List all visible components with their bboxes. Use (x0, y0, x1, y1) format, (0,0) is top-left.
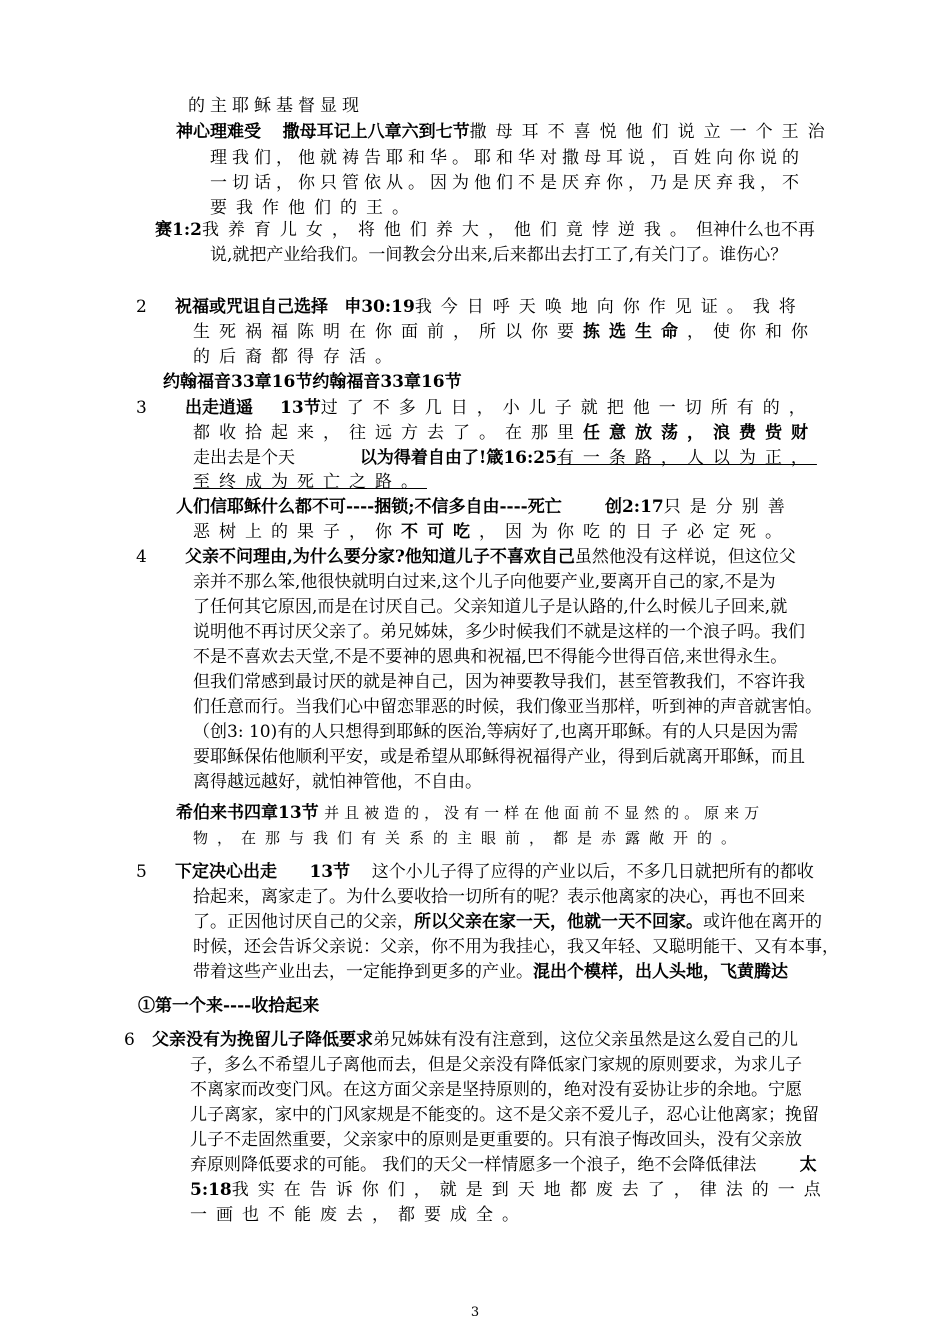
section-number: 5 (136, 862, 147, 882)
scripture-reference: 创2:17 (604, 497, 664, 517)
paragraph-line (190, 1153, 880, 1178)
paragraph-line: 的后裔都得存活。 (193, 347, 401, 367)
paragraph-text: 弃原则降低要求的可能。 我们的天父一样情愿多一个浪子，绝不会降低律法 (190, 1155, 757, 1175)
paragraph-line: 说,就把产业给我们。一间教会分出来,后来都出去打工了,有关门了。谁伤心？ (210, 245, 788, 265)
paragraph-line: 不离家而改变门风。在这方面父亲是坚持原则的，绝对没有妥协让步的余地。宁愿 (190, 1080, 802, 1100)
paragraph-text: 我今日呼天唤地向你作见证。我将 (414, 297, 805, 317)
paragraph-line (176, 495, 886, 520)
subheading: ①第一个来----收拾起来 (138, 996, 320, 1016)
paragraph-line: 儿子离家，家中的门风家规是不能变的。这不是父亲不爱儿子，忍心让他离家；挽留 (190, 1105, 819, 1125)
paragraph-line: 说明他不再讨厌父亲了。弟兄姊妹，多少时候我们不就是这样的一个浪子吗。我们 (193, 622, 805, 642)
scripture-reference: 约翰福音33章16节约翰福音33章16节 (163, 372, 462, 392)
paragraph-text: 我实在告诉你们，就是到天地都废去了，律法的一点 (231, 1180, 830, 1200)
paragraph-line: 时候，还会告诉父亲说：父亲，你不用为我挂心，我又年轻、又聪明能干、又有本事， (193, 937, 839, 957)
paragraph-text: 都收拾起来，往远方去了。在那里 (193, 423, 583, 443)
paragraph-line: 拾起来，离家走了。为什么要收拾一切所有的呢？表示他离家的决心，再也不回来 (193, 887, 805, 907)
paragraph-text: 走出去是个天 (193, 448, 295, 468)
emphasis-text: 以为得着自由了!箴16:25 (359, 448, 557, 468)
paragraph-line: 一切话，你只管依从。因为他们不是厌弃你，乃是厌弃我，不 (210, 173, 804, 193)
paragraph-heading (175, 295, 875, 320)
paragraph-line: 但我们常感到最讨厌的就是神自己，因为神要教导我们，甚至管教我们，不容许我 (193, 672, 805, 692)
paragraph-line: 们任意而行。当我们心中留恋罪恶的时候，我们像亚当那样，听到神的声音就害怕。 (193, 697, 822, 717)
scripture-reference: 赛1:2 (155, 220, 202, 240)
paragraph-text: 只是分别善 (663, 497, 794, 517)
section-heading: 祝福或咒诅自己选择 (175, 297, 328, 317)
emphasis-text: 不可吃 (401, 522, 479, 542)
section-heading: 父亲不问理由,为什么要分家?他知道儿子不喜欢自己 (185, 547, 575, 567)
paragraph-heading (175, 860, 875, 885)
paragraph-heading (185, 396, 885, 421)
paragraph-line: 的主耶稣基督显现 (188, 96, 364, 116)
section-number: 4 (136, 547, 147, 567)
paragraph-line (193, 421, 817, 446)
scripture-reference: 撒母耳记上八章六到七节 (282, 122, 470, 142)
paragraph-line: 一画也不能废去，都要成全。 (190, 1205, 528, 1225)
paragraph-text: 恶树上的果子，你 (193, 522, 401, 542)
paragraph-line: 要耶稣保佑他顺利平安，或是希望从耶稣得祝福得产业，得到后就离开耶稣，而且 (193, 747, 805, 767)
paragraph-line (193, 320, 817, 345)
paragraph-line (193, 446, 873, 471)
paragraph-line (193, 960, 788, 985)
scripture-reference: 13节 (280, 398, 321, 418)
paragraph-line: 物，在那与我们有关系的主眼前，都是赤露敞开的。 (193, 829, 746, 847)
page-number: 3 (470, 1305, 480, 1320)
underlined-text: 至终成为死亡之路。 (193, 472, 427, 492)
paragraph-line: 离得越远越好，就怕神管他，不自由。 (193, 772, 482, 792)
paragraph-heading (185, 545, 885, 570)
paragraph-text: 但神什么也不再 (695, 220, 815, 240)
paragraph-text: ，使你和你 (687, 322, 817, 342)
paragraph-line (193, 910, 822, 935)
section-number: 2 (136, 297, 147, 317)
paragraph-line: 不是不喜欢去天堂,不是不要神的恩典和祝福,巴不得能今世得百倍,来世得永生。 (193, 647, 788, 667)
paragraph-text: 虽然他没有这样说，但这位父 (574, 547, 796, 567)
paragraph-line (155, 218, 875, 243)
paragraph-line: 儿子不走固然重要，父亲家中的原则是更重要的。只有浪子悔改回头，没有父亲放 (190, 1130, 802, 1150)
paragraph-line: （创3: 10)有的人只想得到耶稣的医治,等病好了,也离开耶稣。有的人只是因为需 (193, 722, 799, 742)
paragraph-text: 我养育儿女，将他们养大，他们竟悖逆我。 (201, 220, 696, 240)
paragraph-line: 亲并不那么笨,他很快就明白过来,这个儿子向他要产业,要离开自己的家,不是为 (193, 572, 776, 592)
paragraph-text: 过了不多几日，小儿子就把他一切所有的， (320, 398, 815, 418)
paragraph-text: 并且被造的，没有一样在他面前不显然的。原来万 (324, 804, 765, 822)
paragraph-text: 撒母耳不喜悦他们说立一个王治 (469, 122, 834, 142)
paragraph-line: 要我作他们的王。 (210, 198, 418, 218)
section-heading: 出走逍遥 (185, 398, 253, 418)
emphasis-text: 拣选生命 (583, 322, 687, 342)
emphasis-text: 任意放荡，浪费赀财 (583, 423, 817, 443)
emphasis-text: 所以父亲在家一天，他就一天不回家。 (414, 912, 703, 932)
paragraph-text: 了。正因他讨厌自己的父亲， (193, 912, 414, 932)
scripture-reference: 太 (799, 1155, 817, 1175)
paragraph-heading (152, 1028, 872, 1053)
section-number: 6 (124, 1030, 135, 1050)
scripture-reference: 希伯来书四章13节 (176, 803, 319, 823)
emphasis-text: 人们信耶稣什么都不可----捆锁;不信多自由----死亡 (176, 497, 562, 517)
paragraph-text: 生死祸福陈明在你面前，所以你要 (193, 322, 583, 342)
paragraph-line: 理我们，他就祷告耶和华。耶和华对撒母耳说，百姓向你说的 (210, 148, 804, 168)
paragraph-text: 或许他在离开的 (703, 912, 822, 932)
paragraph-text: ，因为你吃的日子必定死。 (479, 522, 791, 542)
paragraph-heading (176, 801, 876, 826)
paragraph-line (190, 1178, 830, 1203)
paragraph-heading (176, 120, 876, 145)
paragraph-text: 带着这些产业出去，一定能挣到更多的产业。 (193, 962, 533, 982)
section-heading: 父亲没有为挽留儿子降低要求 (152, 1030, 373, 1050)
underlined-text: 有一条路，人以为正， (556, 448, 817, 468)
section-number: 3 (136, 398, 147, 418)
section-heading: 下定决心出走 (175, 862, 277, 882)
scripture-reference: 5:18 (190, 1180, 232, 1200)
paragraph-text: 弟兄姊妹有没有注意到，这位父亲虽然是这么爱自己的儿 (373, 1030, 798, 1050)
scripture-reference: 申30:19 (344, 297, 415, 317)
paragraph-line: 了任何其它原因,而是在讨厌自己。父亲知道儿子是认路的,什么时候儿子回来,就 (193, 597, 788, 617)
paragraph-line (193, 520, 791, 545)
scripture-reference: 13节 (309, 862, 351, 882)
paragraph-line: 子，多么不希望儿子离他而去，但是父亲没有降低家门家规的原则要求，为求儿子 (190, 1055, 802, 1075)
section-heading: 神心理难受 (176, 122, 261, 142)
emphasis-text: 混出个模样，出人头地，飞黄腾达 (533, 962, 788, 982)
paragraph-text: 这个小儿子得了应得的产业以后，不多几日就把所有的都收 (371, 862, 814, 882)
